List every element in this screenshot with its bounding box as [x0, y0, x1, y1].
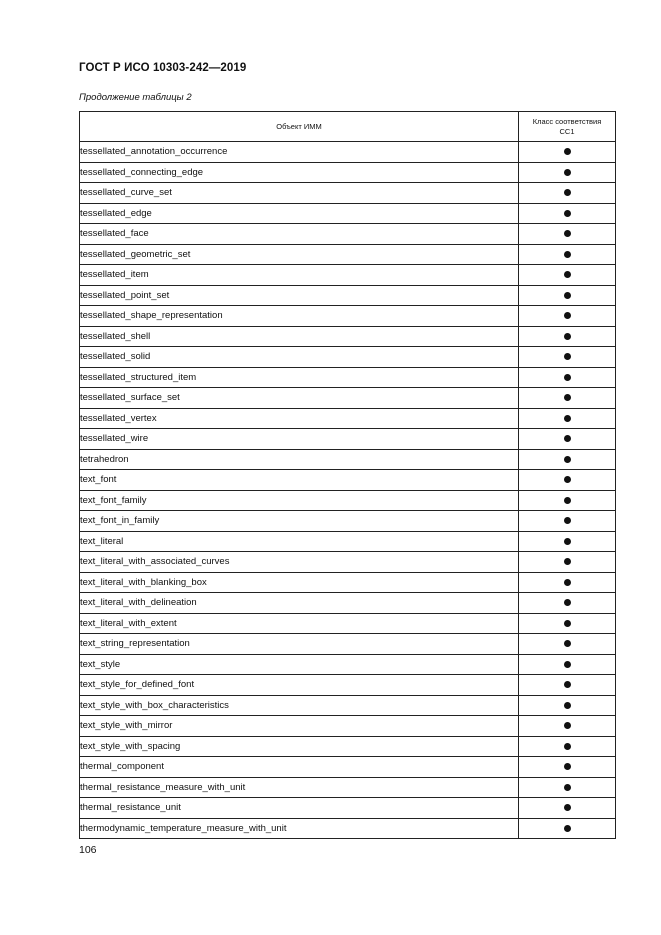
conformance-mark-cell — [519, 470, 616, 491]
object-name-cell: text_font_in_family — [80, 511, 519, 532]
conformance-mark-cell — [519, 203, 616, 224]
conformance-mark-cell — [519, 777, 616, 798]
conformance-mark-cell — [519, 183, 616, 204]
column-header-conformance-class-text: Класс соответствия CC1 — [532, 116, 602, 136]
table-row — [80, 203, 616, 224]
object-name-cell: tessellated_annotation_occurrence — [80, 142, 519, 163]
filled-circle-icon — [564, 681, 571, 688]
object-name-cell: tessellated_item — [80, 265, 519, 286]
object-name-cell: text_style_for_defined_font — [80, 675, 519, 696]
conformance-mark-cell — [519, 224, 616, 245]
object-name-cell: thermal_component — [80, 757, 519, 778]
conformance-mark-cell — [519, 531, 616, 552]
filled-circle-icon — [564, 415, 571, 422]
object-name-cell: tetrahedron — [80, 449, 519, 470]
object-name-cell: tessellated_curve_set — [80, 183, 519, 204]
object-name-cell: tessellated_connecting_edge — [80, 162, 519, 183]
document-header: ГОСТ Р ИСО 10303-242—2019 — [79, 62, 247, 74]
object-name-cell: tessellated_wire — [80, 429, 519, 450]
object-name-cell: tessellated_structured_item — [80, 367, 519, 388]
filled-circle-icon — [564, 763, 571, 770]
table-row — [80, 367, 616, 388]
object-name-cell: text_style_with_spacing — [80, 736, 519, 757]
conformance-mark-cell — [519, 306, 616, 327]
table-row — [80, 449, 616, 470]
filled-circle-icon — [564, 230, 571, 237]
conformance-mark-cell — [519, 634, 616, 655]
conformance-mark-cell — [519, 572, 616, 593]
table-row — [80, 613, 616, 634]
object-name-cell: text_style_with_box_characteristics — [80, 695, 519, 716]
conformance-mark-cell — [519, 490, 616, 511]
object-name-cell: tessellated_geometric_set — [80, 244, 519, 265]
conformance-mark-cell — [519, 388, 616, 409]
table-row — [80, 511, 616, 532]
filled-circle-icon — [564, 312, 571, 319]
table-row — [80, 285, 616, 306]
table-row — [80, 429, 616, 450]
filled-circle-icon — [564, 825, 571, 832]
conformance-mark-cell — [519, 142, 616, 163]
object-name-cell: tessellated_point_set — [80, 285, 519, 306]
object-name-cell: text_literal_with_extent — [80, 613, 519, 634]
object-name-cell: text_font_family — [80, 490, 519, 511]
table-row — [80, 593, 616, 614]
table-row — [80, 408, 616, 429]
filled-circle-icon — [564, 210, 571, 217]
table-row — [80, 142, 616, 163]
object-name-cell: tessellated_solid — [80, 347, 519, 368]
page-number: 106 — [79, 844, 97, 856]
object-name-cell: text_literal — [80, 531, 519, 552]
filled-circle-icon — [564, 435, 571, 442]
table-row — [80, 531, 616, 552]
filled-circle-icon — [564, 476, 571, 483]
filled-circle-icon — [564, 189, 571, 196]
column-header-conformance-class — [519, 112, 616, 142]
filled-circle-icon — [564, 620, 571, 627]
filled-circle-icon — [564, 292, 571, 299]
table-body — [80, 142, 616, 839]
table-row — [80, 716, 616, 737]
table-row — [80, 306, 616, 327]
table-row — [80, 162, 616, 183]
table-caption: Продолжение таблицы 2 — [79, 92, 192, 103]
table-row — [80, 552, 616, 573]
conformance-mark-cell — [519, 285, 616, 306]
filled-circle-icon — [564, 251, 571, 258]
conformance-mark-cell — [519, 511, 616, 532]
filled-circle-icon — [564, 148, 571, 155]
conformance-mark-cell — [519, 654, 616, 675]
conformance-mark-cell — [519, 408, 616, 429]
conformance-mark-cell — [519, 367, 616, 388]
table-row — [80, 244, 616, 265]
conformance-mark-cell — [519, 613, 616, 634]
table-row — [80, 224, 616, 245]
object-name-cell: tessellated_edge — [80, 203, 519, 224]
conformance-mark-cell — [519, 675, 616, 696]
conformance-mark-cell — [519, 593, 616, 614]
object-name-cell: thermodynamic_temperature_measure_with_unit — [80, 818, 519, 839]
object-name-cell: text_style_with_mirror — [80, 716, 519, 737]
conformance-mark-cell — [519, 449, 616, 470]
conformance-table — [79, 111, 616, 839]
table-row — [80, 777, 616, 798]
filled-circle-icon — [564, 743, 571, 750]
conformance-mark-cell — [519, 347, 616, 368]
conformance-mark-cell — [519, 818, 616, 839]
conformance-mark-cell — [519, 162, 616, 183]
filled-circle-icon — [564, 333, 571, 340]
conformance-mark-cell — [519, 552, 616, 573]
table-row — [80, 695, 616, 716]
filled-circle-icon — [564, 804, 571, 811]
object-name-cell: thermal_resistance_measure_with_unit — [80, 777, 519, 798]
object-name-cell: text_style — [80, 654, 519, 675]
table-row — [80, 736, 616, 757]
object-name-cell: text_string_representation — [80, 634, 519, 655]
conformance-mark-cell — [519, 695, 616, 716]
object-name-cell: thermal_resistance_unit — [80, 798, 519, 819]
filled-circle-icon — [564, 558, 571, 565]
conformance-mark-cell — [519, 757, 616, 778]
conformance-mark-cell — [519, 265, 616, 286]
filled-circle-icon — [564, 353, 571, 360]
conformance-mark-cell — [519, 798, 616, 819]
table-row — [80, 388, 616, 409]
conformance-mark-cell — [519, 326, 616, 347]
table-row — [80, 798, 616, 819]
table-row — [80, 265, 616, 286]
conformance-mark-cell — [519, 736, 616, 757]
filled-circle-icon — [564, 517, 571, 524]
conformance-mark-cell — [519, 716, 616, 737]
object-name-cell: text_literal_with_delineation — [80, 593, 519, 614]
object-name-cell: tessellated_face — [80, 224, 519, 245]
table-header-row — [80, 112, 616, 142]
table-row — [80, 654, 616, 675]
object-name-cell: text_literal_with_blanking_box — [80, 572, 519, 593]
filled-circle-icon — [564, 271, 571, 278]
filled-circle-icon — [564, 640, 571, 647]
object-name-cell: tessellated_vertex — [80, 408, 519, 429]
conformance-mark-cell — [519, 429, 616, 450]
object-name-cell: text_literal_with_associated_curves — [80, 552, 519, 573]
conformance-mark-cell — [519, 244, 616, 265]
filled-circle-icon — [564, 599, 571, 606]
filled-circle-icon — [564, 722, 571, 729]
filled-circle-icon — [564, 784, 571, 791]
filled-circle-icon — [564, 394, 571, 401]
column-header-object: Объект ИММ — [80, 112, 519, 142]
table-row — [80, 818, 616, 839]
filled-circle-icon — [564, 702, 571, 709]
filled-circle-icon — [564, 579, 571, 586]
object-name-cell: tessellated_shell — [80, 326, 519, 347]
filled-circle-icon — [564, 538, 571, 545]
filled-circle-icon — [564, 374, 571, 381]
table-row — [80, 675, 616, 696]
table-row — [80, 572, 616, 593]
table-row — [80, 470, 616, 491]
table-row — [80, 757, 616, 778]
table-row — [80, 490, 616, 511]
object-name-cell: tessellated_shape_representation — [80, 306, 519, 327]
table-row — [80, 326, 616, 347]
object-name-cell: text_font — [80, 470, 519, 491]
table-row — [80, 183, 616, 204]
filled-circle-icon — [564, 456, 571, 463]
filled-circle-icon — [564, 497, 571, 504]
table-row — [80, 634, 616, 655]
filled-circle-icon — [564, 661, 571, 668]
object-name-cell: tessellated_surface_set — [80, 388, 519, 409]
table-row — [80, 347, 616, 368]
filled-circle-icon — [564, 169, 571, 176]
